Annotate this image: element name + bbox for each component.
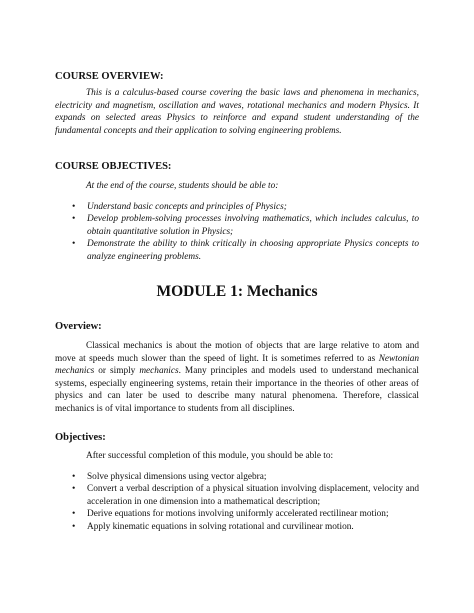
list-item: • Develop problem-solving processes involving mathematics, which includes calculus, to obtain quantitative solution in Physics; <box>87 213 419 238</box>
course-objectives-section <box>55 160 419 264</box>
overview-term-newtonian: Newtonian mechanics <box>55 353 419 377</box>
module-overview-text <box>55 340 419 416</box>
overview-term-mechanics: mechanics <box>139 366 179 377</box>
list-item: • Demonstrate the ability to think critically in choosing appropriate Physics concepts to analyze engineering problems. <box>87 238 419 263</box>
course-objectives-heading: COURSE OBJECTIVES: <box>55 161 172 172</box>
module-objectives-section <box>55 431 419 534</box>
course-overview-heading: COURSE OVERVIEW: <box>55 71 164 82</box>
module-overview-heading: Overview: <box>55 321 102 332</box>
module-title: MODULE 1: Mechanics <box>156 283 318 300</box>
list-item: • Understand basic concepts and principles of Physics; <box>87 201 419 214</box>
course-overview-section <box>55 70 419 137</box>
list-item: • Solve physical dimensions using vector algebra; <box>87 471 419 484</box>
list-item: • Derive equations for motions involving uniformly accelerated rectilinear motion; <box>87 508 419 521</box>
list-item: • Convert a verbal description of a physical situation involving displacement, velocity and acceleration in one dimension into a mathematical description; <box>87 483 419 508</box>
overview-text-part-3: . Many principles and models used to understand mechanical systems, especially engineering systems, retain their importance in the theories of other areas of physics and can later be used to describe many natural phenomena. Therefore, classical mechanics is of vital importance to students from all disciplines. <box>55 366 419 414</box>
overview-text-part-2: or simply <box>94 366 140 377</box>
list-item: • Apply kinematic equations in solving rotational and curvilinear motion. <box>87 521 419 534</box>
module-objectives-list <box>55 471 419 534</box>
course-objectives-list <box>55 201 419 264</box>
course-overview-text: This is a calculus-based course covering the basic laws and phenomena in mechanics, electricity and magnetism, oscillation and waves, rotational mechanics and modern Physics. It expands on selected areas Physics to reinforce and expand student understanding of the fundamental concepts and their application to solving engineering problems. <box>55 88 419 136</box>
module-objectives-lead: After successful completion of this module, you should be able to: <box>86 451 334 461</box>
course-objectives-lead: At the end of the course, students should be able to: <box>86 181 279 191</box>
overview-text-part-1: Classical mechanics is about the motion of objects that are large relative to atom and move at speeds much slower than the speed of light. It is sometimes referred to as <box>55 341 419 364</box>
module-overview-section <box>55 320 419 416</box>
module-objectives-heading: Objectives: <box>55 432 106 443</box>
